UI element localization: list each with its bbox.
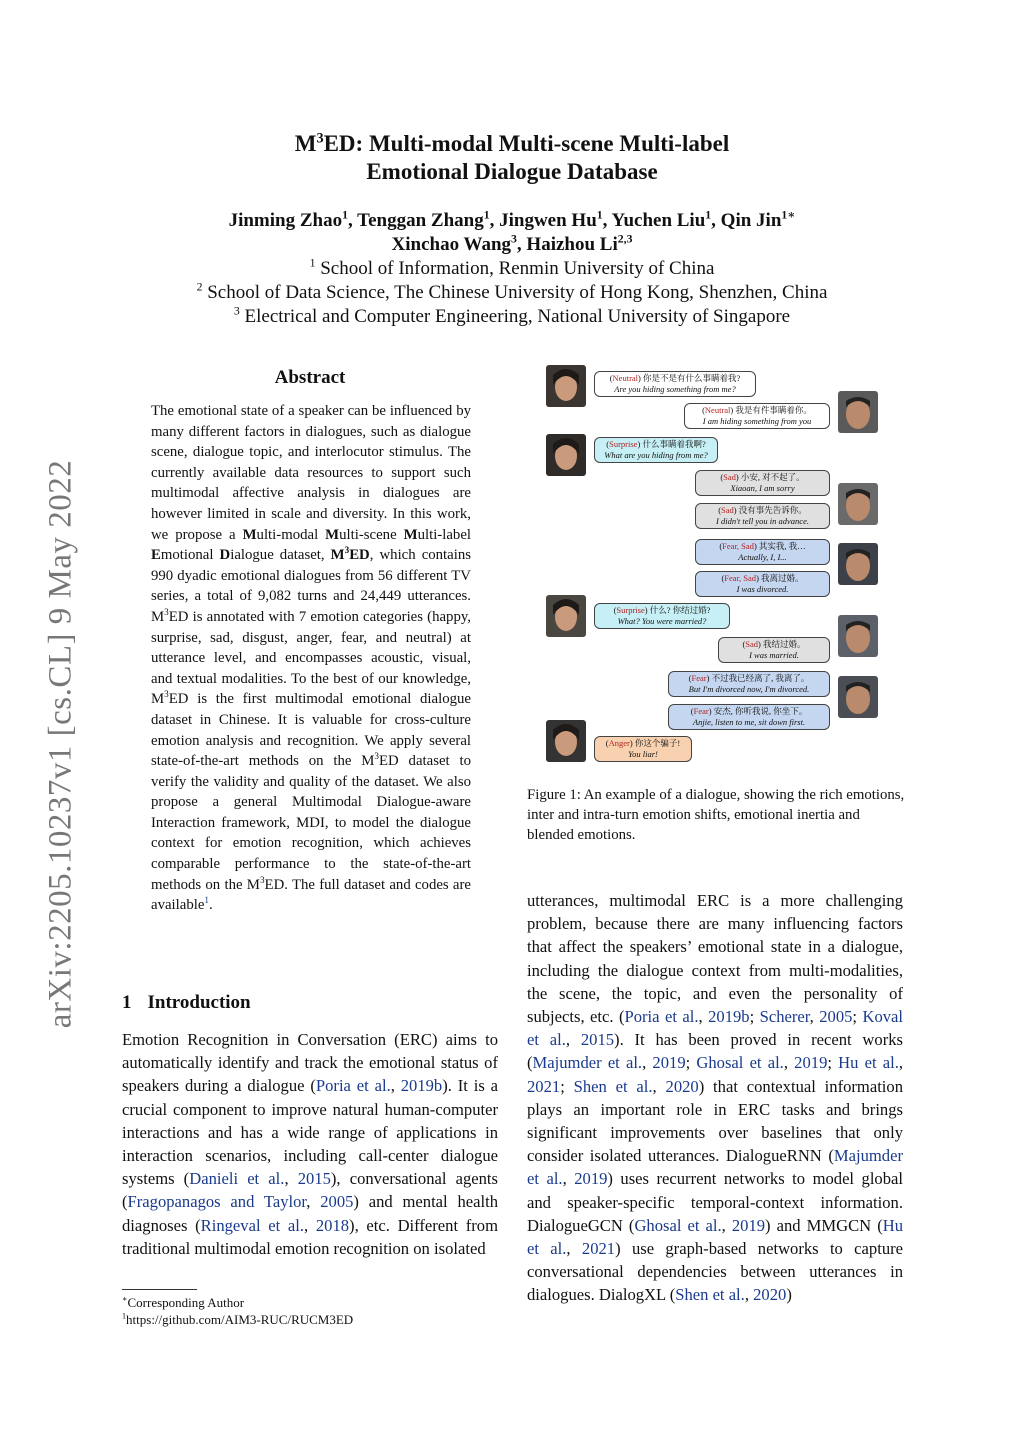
citation-link[interactable]: Majumder et al. xyxy=(527,1146,903,1189)
speaker-b-portrait xyxy=(838,615,878,657)
intro-left-column: Emotion Recognition in Conversation (ERC) aims to automatically identify and track the emotional status of speakers during a dialogue (Poria et al., 2019b). It is a crucial component to improve natural human-computer interactions and has a wide range of applications in interaction scenarios, including call-center dialogue systems (Danieli et al., 2015), conversational agents (Fragopanagos and Taylor, 2005) and mental health diagnoses (Ringeval et al., 2018), etc. Different from traditional multimodal emotion recognition on isolated xyxy=(122,1030,499,1258)
dialogue-bubble: (Sad) 我结过婚。 I was married. xyxy=(718,637,830,663)
dialogue-bubble: (Fear, Sad) 我离过婚。 I was divorced. xyxy=(695,571,830,597)
citation-link[interactable]: Shen et al. xyxy=(675,1285,745,1305)
dialogue-bubble: (Fear) 不过我已经离了, 我离了。 But I'm divorced now, I'm divorced. xyxy=(668,671,830,697)
citation-link[interactable]: 2020 xyxy=(665,1076,699,1096)
citation-link[interactable]: Poria et al. xyxy=(315,1076,391,1096)
speaker-a-portrait xyxy=(546,720,586,762)
citation-link[interactable]: 2019b xyxy=(708,1007,750,1027)
speaker-b-portrait xyxy=(838,676,878,718)
abstract-text: The emotional state of a speaker can be influenced by many different factors in dialogues, such as dialogue scene, dialogue topic, and interlocutor stimulus. The currently available data resources to support such multimodal affective analysis in dialogues are however limited in scale and diversity. In this work, we propose a Multi-modal Multi-scene Multi-label Emotional Dialogue dataset, $M^3ED$, which contains 990 dyadic emotional dialogues from 56 different TV series, a total of 9,082 turns and 24,449 utterances. $M^3ED$ is annotated with 7 emotion categories (happy, surprise, sad, disgust, anger, fear, and neutral) at utterance level, and encompasses acoustic, visual, and textual modalities. To the best of our knowledge, $M^3ED$ is the first multimodal emotional dialogue dataset in Chinese. It is valuable for cross-culture emotion analysis and recognition. We apply several state-of-the-art methods on the $M^3ED$ dataset to verify the validity and quality of the dataset. We also propose a general Multimodal Dialogue-aware Interaction framework, MDI, to model the dialogue context for emotion recognition, which achieves comparable performance to the state-of-the-art methods on the $M^3ED$. The full dataset and codes are available$^1$. xyxy=(151,403,472,914)
citation-link[interactable]: Koval et al. xyxy=(527,1007,904,1050)
citation-link[interactable]: Ghosal et al. xyxy=(634,1215,722,1235)
arxiv-stamp: arXiv:2205.10237v1 [cs.CL] 9 May 2022 xyxy=(42,459,79,1029)
speaker-a-portrait xyxy=(546,434,586,476)
citation-link[interactable]: Fragopanagos and Taylor xyxy=(127,1192,307,1212)
intro-right-column: utterances, multimodal ERC is a more challenging problem, because there are many influencing factors that affect the speakers’ emotional state in a dialogue, including the dialogue context from multi-modalities, the scene, the topic, and even the personality of subjects, etc. (Poria et al., 2019b; Scherer, 2005; Koval et al., 2015). It has been proved in recent works (Majumder et al., 2019; Ghosal et al., 2019; Hu et al., 2021; Shen et al., 2020) that contextual information plays an important role in ERC tasks and brings significant improvements over baselines that only consider isolated utterances. DialogueRNN (Majumder et al., 2019) uses recurrent networks to model global and speaker-specific temporal-context information. DialogueGCN (Ghosal et al., 2019) and MMGCN (Hu et al., 2021) use graph-based networks to capture conversational dependencies between utterances in dialogues. DialogXL (Shen et al., 2020) xyxy=(527,891,904,1305)
citation-link[interactable]: 2020 xyxy=(753,1285,787,1305)
speaker-b-portrait xyxy=(838,483,878,525)
citation-link[interactable]: 2019 xyxy=(731,1215,766,1235)
citation-link[interactable]: 2019 xyxy=(652,1053,686,1073)
citation-link[interactable]: Hu et al. xyxy=(838,1053,899,1073)
author-name: Yuchen Liu xyxy=(611,210,706,231)
citation-link[interactable]: 2015 xyxy=(297,1169,331,1189)
footnote-link[interactable]: 1 xyxy=(204,895,209,906)
citation-link[interactable]: 2019 xyxy=(794,1053,828,1073)
abstract-heading: Abstract xyxy=(274,367,346,388)
author-name: Jinming Zhao xyxy=(228,210,343,231)
author-name: Jingwen Hu xyxy=(499,210,597,231)
affiliation-line: $^2$ School of Data Science, The Chinese University of Hong Kong, Shenzhen, China xyxy=(196,280,828,303)
paper-title: $M^3ED$: Multi-modal Multi-scene Multi-label Emotional Dialogue Database xyxy=(294,130,730,184)
author-name: Qin Jin xyxy=(720,210,782,231)
dialogue-bubble: (Anger) 你这个骗子! You liar! xyxy=(594,736,692,762)
footnotes xyxy=(122,1294,353,1328)
speaker-b-portrait xyxy=(838,391,878,433)
affiliation-line: $^1$ School of Information, Renmin University of China xyxy=(309,256,715,279)
speaker-a-portrait xyxy=(546,595,586,637)
footnote-divider xyxy=(122,1289,197,1290)
citation-link[interactable]: Ghosal et al. xyxy=(696,1053,784,1073)
citation-link[interactable]: 2018 xyxy=(315,1215,350,1235)
citation-link[interactable]: 2005 xyxy=(819,1007,853,1027)
citation-link[interactable]: 2019b xyxy=(400,1076,443,1096)
affiliation-line: $^3$ Electrical and Computer Engineering, National University of Singapore xyxy=(233,304,791,327)
author-name: Xinchao Wang xyxy=(391,234,512,255)
dialogue-bubble: (Surprise) 什么? 你结过婚? What? You were married? xyxy=(594,603,730,629)
citation-link[interactable]: 2005 xyxy=(320,1192,354,1212)
citation-link[interactable]: Ringeval et al. xyxy=(200,1215,305,1235)
dialogue-bubble: (Surprise) 什么事瞒着我啊? What are you hiding from me? xyxy=(594,437,718,463)
citation-link[interactable]: Shen et al. xyxy=(573,1076,653,1096)
dialogue-bubble: (Fear) 安杰, 你听我说, 你坐下。 Anjie, listen to me, sit down first. xyxy=(668,704,830,730)
citation-link[interactable]: Danieli et al. xyxy=(189,1169,285,1189)
dialogue-bubble: (Sad) 没有事先告诉你。 I didn't tell you in advance. xyxy=(695,503,830,529)
figure-caption: Figure 1: An example of a dialogue, showing the rich emotions, inter and intra-turn emotion shifts, emotional inertia and blended emotions. xyxy=(527,787,905,843)
author-name: Haizhou Li xyxy=(526,234,618,255)
footnote: ∗Corresponding Author xyxy=(122,1294,245,1310)
author-name: Tenggan Zhang xyxy=(357,210,484,231)
citation-link[interactable]: 2021 xyxy=(581,1239,616,1259)
dialogue-bubble: (Neutral) 我是有件事瞒着你。 I am hiding something from you xyxy=(684,403,830,429)
dialogue-bubble: (Neutral) 你是不是有什么事瞒着我? Are you hiding something from me? xyxy=(594,371,756,397)
dialogue-bubble: (Fear, Sad) 其实我, 我… Actually, I, I... xyxy=(695,539,830,565)
author-list: Jinming Zhao$^1$, Tenggan Zhang$^1$, Jingwen Hu$^1$, Yuchen Liu$^1$, Qin Jin$^{1∗}$ Xinchao Wang$^3$, Haizhou Li$^{2,3}$ xyxy=(228,208,796,255)
citation-link[interactable]: Majumder et al. xyxy=(532,1053,643,1073)
speaker-b-portrait xyxy=(838,543,878,585)
citation-link[interactable]: Hu et al. xyxy=(527,1215,903,1259)
citation-link[interactable]: Scherer xyxy=(759,1007,810,1027)
citation-link[interactable]: 2021 xyxy=(527,1076,561,1096)
speaker-a-portrait xyxy=(546,365,586,407)
dialogue-bubble: (Sad) 小安, 对不起了。 Xiaoan, I am sorry xyxy=(695,470,830,496)
footnote: $^1$https://github.com/AIM3-RUC/RUCM3ED xyxy=(122,1311,354,1327)
section-heading-introduction: 1 Introduction xyxy=(122,992,251,1013)
citation-link[interactable]: 2019 xyxy=(574,1169,608,1189)
citation-link[interactable]: Poria et al. xyxy=(624,1007,699,1027)
affiliations xyxy=(0,257,1024,329)
citation-link[interactable]: 2015 xyxy=(580,1030,615,1050)
